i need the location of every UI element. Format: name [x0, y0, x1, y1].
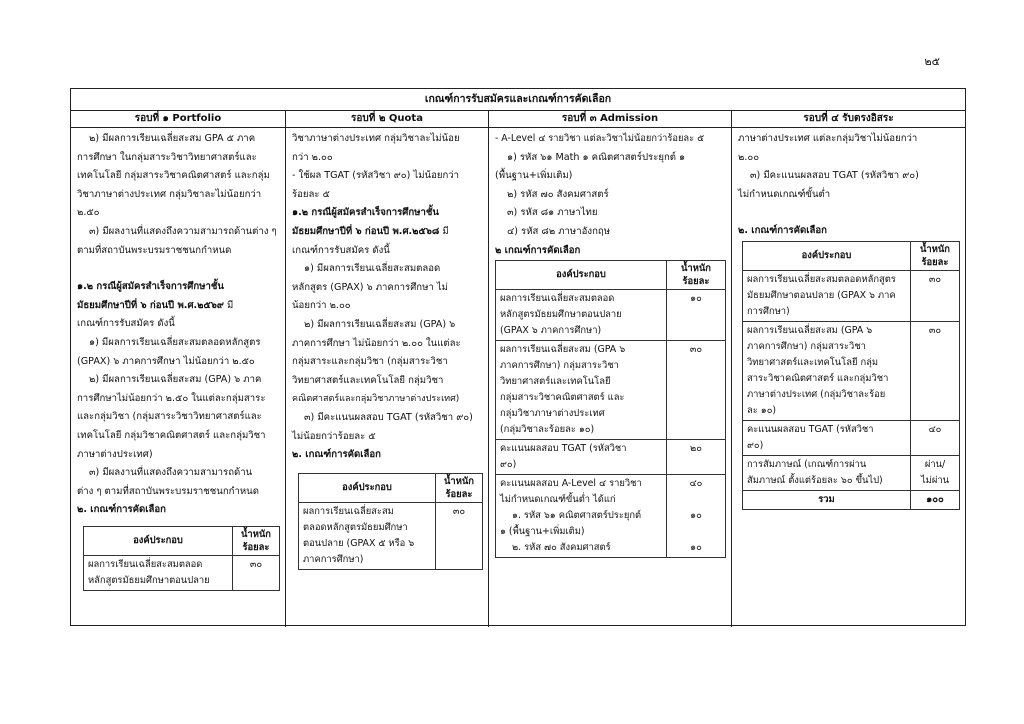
heading-part: มี: [223, 299, 234, 311]
round-4-column: [732, 128, 965, 627]
cell-line: ผลการเรียนเฉลี่ยสะสม: [303, 505, 394, 517]
weight-value: [671, 492, 721, 508]
cell-line: กลุ่มวิชาภาษาต่างประเทศ: [500, 408, 605, 420]
table-title: เกณฑ์การรับสมัครและเกณฑ์การคัดเลือก: [71, 89, 965, 111]
text-line: กว่า ๒.๐๐: [292, 151, 333, 163]
weight-cell: ๓๐: [667, 341, 726, 440]
text-line: ตามที่สถาบันพระบรมราชชนกกำหนด: [77, 244, 232, 256]
component-header: องค์ประกอบ: [299, 473, 436, 502]
weight-header-line: ร้อยละ: [242, 541, 270, 553]
component-cell: [743, 321, 911, 420]
selection-criteria-table-wrap: [292, 465, 483, 570]
cell-line: ผลการเรียนเฉลี่ยสะสมตลอด: [88, 558, 203, 570]
weight-header: [436, 473, 483, 502]
weight-value: ๑๐: [690, 510, 702, 522]
table-header-row: [84, 526, 280, 555]
section-heading: [292, 223, 483, 242]
cell-line: ๒. รหัส ๗๐ สังคมศาสตร์: [512, 542, 611, 554]
table-total-row: [743, 490, 960, 509]
weight-header-line: ร้อยละ: [682, 276, 710, 288]
text-line: - A-Level ๔ รายวิชา แต่ละวิชาไม่น้อยกว่าร้อยละ ๕: [495, 133, 705, 144]
weight-cell: ๓๐: [233, 555, 280, 590]
table-row: [743, 321, 960, 420]
spacer: [738, 204, 960, 222]
cell-line: ไม่กำหนดเกณฑ์ขั้นต่ำ ได้แก่: [500, 494, 616, 506]
component-header: องค์ประกอบ: [743, 241, 911, 270]
text-line: ๔) รหัส ๘๒ ภาษาอังกฤษ: [507, 225, 611, 237]
weight-value: [671, 524, 721, 540]
column-header-round-3: รอบที่ ๓ Admission: [489, 111, 732, 127]
cell-line: ๙๐): [500, 459, 517, 471]
weight-header-line: ร้อยละ: [921, 256, 949, 268]
weight-header-line: น้ำหนัก: [681, 263, 711, 275]
text-line: ภาษาต่างประเทศ แต่ละกลุ่มวิชาไม่น้อยกว่า: [738, 133, 918, 144]
component-cell: [496, 341, 667, 440]
column-header-round-2: รอบที่ ๒ Quota: [286, 111, 489, 127]
text-line: ๒) รหัส ๗๐ สังคมศาสตร์: [507, 188, 609, 200]
table-row: [496, 440, 726, 475]
round-3-column: [489, 128, 732, 627]
weight-cell: [911, 455, 960, 490]
cell-line: ภาคการศึกษา) กลุ่มสาระวิชา: [747, 340, 866, 352]
table-header-row: [299, 473, 483, 502]
component-header: องค์ประกอบ: [496, 261, 667, 290]
round-1-column: [71, 128, 286, 627]
text-line: เกณฑ์การรับสมัคร ดังนี้: [77, 318, 175, 330]
weight-cell: ๓๐: [436, 502, 483, 569]
text-line: กลุ่มสาระและกลุ่มวิชา (กลุ่มสาระวิชา: [292, 356, 448, 368]
text-line: เกณฑ์การรับสมัคร ดังนี้: [292, 244, 390, 256]
text-line: - ใช้ผล TGAT (รหัสวิชา ๙๐) ไม่น้อยกว่า: [292, 170, 460, 182]
weight-header: [911, 241, 960, 270]
text-line: ๓) รหัส ๘๑ ภาษาไทย: [507, 207, 598, 219]
round-2-column: [286, 128, 489, 627]
cell-line: (GPAX ๖ ภาคการศึกษา): [500, 325, 602, 337]
component-cell: [84, 555, 233, 590]
cell-line: สาระวิชาคณิตศาสตร์ และกลุ่มวิชา: [747, 372, 889, 384]
weight-header-line: ร้อยละ: [445, 488, 473, 500]
selection-criteria-table-wrap: [738, 241, 960, 510]
text-line: คณิตศาสตร์และกลุ่มวิชาภาษาต่างประเทศ): [292, 394, 460, 405]
component-header: องค์ประกอบ: [84, 526, 233, 555]
cell-line: คะแนนผลสอบ TGAT (รหัสวิชา: [500, 443, 627, 455]
text-line: ๓) มีคะแนนผลสอบ TGAT (รหัสวิชา ๙๐): [304, 411, 473, 423]
text-line: ๒.๕๐: [77, 207, 100, 219]
text-line: น้อยกว่า ๒.๐๐: [292, 300, 351, 312]
weight-value: ๔๐: [689, 478, 703, 490]
cell-line: กลุ่มสาระวิชาคณิตศาสตร์ และ: [500, 392, 625, 404]
cell-line: (กลุ่มวิชาละร้อยละ ๑๐): [500, 424, 595, 436]
heading-part: มัธยมศึกษาปีที่ ๖ ก่อนปี พ.ศ.๒๕๖๙: [77, 299, 224, 311]
weight-cell: ๑๐: [667, 290, 726, 341]
text-line: การศึกษา ในกลุ่มสาระวิชาวิทยาศาสตร์และ: [77, 151, 257, 163]
weight-cell: [667, 475, 726, 558]
weight-value: ๑๐: [690, 542, 702, 554]
text-line: ๓) มีผลงานที่แสดงถึงความสามารถด้าน: [89, 467, 253, 479]
cell-line: คะแนนผลสอบ A-Level ๔ รายวิชา: [500, 478, 642, 490]
cell-line: ๑ (พื้นฐาน+เพิ่มเติม): [500, 526, 585, 538]
cell-line: วิทยาศาสตร์และเทคโนโลยี: [500, 376, 611, 388]
section-heading: ๒ เกณฑ์การคัดเลือก: [495, 244, 581, 256]
table-row: [496, 290, 726, 341]
cell-line: ผลการเรียนเฉลี่ยสะสม (GPA ๖: [747, 324, 873, 336]
component-cell: [299, 502, 436, 569]
text-line: เทคโนโลยี กลุ่มวิชาคณิตศาสตร์ และกลุ่มวิชา: [77, 429, 266, 441]
table-row: [743, 420, 960, 455]
cell-line: คะแนนผลสอบ TGAT (รหัสวิชา: [747, 423, 874, 435]
weight-header-line: น้ำหนัก: [920, 243, 950, 255]
weight-header: [233, 526, 280, 555]
table-row: [84, 555, 280, 590]
section-heading: ๑.๒ กรณีผู้สมัครสำเร็จการศึกษาชั้น: [77, 281, 224, 293]
cell-line: ภาคการศึกษา): [303, 553, 364, 565]
text-line: เทคโนโลยี กลุ่มสาระวิชาคณิตศาสตร์ และกลุ่ม: [77, 170, 270, 182]
text-line: ๒) มีผลการเรียนเฉลี่ยสะสม GPA ๕ ภาค: [89, 133, 256, 144]
cell-line: ตอนปลาย (GPAX ๕ หรือ ๖: [303, 537, 415, 549]
section-heading: ๒. เกณฑ์การคัดเลือก: [738, 225, 827, 237]
selection-criteria-table: [742, 241, 960, 510]
text-line: ๑) มีผลการเรียนเฉลี่ยสะสมตลอด: [304, 263, 441, 275]
table-row: [743, 455, 960, 490]
weight-header: [667, 261, 726, 290]
criteria-table: [70, 88, 966, 626]
spacer: [77, 260, 280, 278]
section-heading: ๒. เกณฑ์การคัดเลือก: [77, 504, 166, 516]
text-line: ร้อยละ ๕: [292, 188, 330, 200]
text-line: และกลุ่มวิชา (กลุ่มสาระวิชาวิทยาศาสตร์และ: [77, 411, 262, 423]
weight-header-line: น้ำหนัก: [241, 528, 271, 540]
column-header-round-4: รอบที่ ๔ รับตรงอิสระ: [803, 113, 894, 124]
weight-cell: ๓๐: [911, 270, 960, 321]
section-heading: ๒. เกณฑ์การคัดเลือก: [292, 449, 381, 461]
component-cell: [743, 420, 911, 455]
cell-line: หลักสูตรมัธยมศึกษาตอนปลาย: [500, 309, 622, 321]
component-cell: [743, 270, 911, 321]
text-line: ภาษาต่างประเทศ): [77, 448, 153, 460]
columns-body: [71, 128, 965, 627]
text-line: การศึกษาไม่น้อยกว่า ๒.๕๐ ในแต่ละกลุ่มสาระ: [77, 392, 266, 404]
cell-line: การสัมภาษณ์ (เกณฑ์การผ่าน: [747, 458, 867, 470]
selection-criteria-table: [495, 260, 726, 558]
total-label: รวม: [743, 490, 911, 509]
text-line: ๑) มีผลการเรียนเฉลี่ยสะสมตลอดหลักสูตร: [89, 336, 261, 348]
heading-part: มัธยมศึกษาปีที่ ๖ ก่อนปี พ.ศ.๒๕๖๘: [292, 225, 440, 237]
weight-cell: ๓๐: [911, 321, 960, 420]
component-cell: [496, 290, 667, 341]
text-line: ไม่กำหนดเกณฑ์ขั้นต่ำ: [738, 188, 831, 200]
text-line: ต่าง ๆ ตามที่สถาบันพระบรมราชชนกกำหนด: [77, 485, 259, 497]
cell-line: สัมภาษณ์ ตั้งแต่ร้อยละ ๖๐ ขึ้นไป): [747, 474, 883, 486]
text-line: วิชาภาษาต่างประเทศ กลุ่มวิชาละไม่น้อยกว่า: [77, 188, 262, 200]
weight-cell: ๔๐: [911, 420, 960, 455]
page-number: ๒๕: [924, 55, 940, 68]
table-row: [743, 270, 960, 321]
cell-line: ผลการเรียนเฉลี่ยสะสม (GPA ๖: [500, 344, 626, 356]
cell-line: ๑. รหัส ๖๑ คณิตศาสตร์ประยุกต์: [512, 510, 642, 522]
text-line: ๓) มีผลงานที่แสดงถึงความสามารถด้านต่าง ๆ: [89, 225, 277, 237]
column-header-round-1: รอบที่ ๑ Portfolio: [71, 111, 286, 127]
weight-header-line: น้ำหนัก: [444, 475, 474, 487]
cell-line: หลักสูตรมัธยมศึกษาตอนปลาย: [88, 574, 210, 586]
table-row: [496, 341, 726, 440]
table-row: [496, 475, 726, 558]
weight-value: ผ่าน/: [924, 458, 946, 470]
text-line: ไม่น้อยกว่าร้อยละ ๕: [292, 430, 376, 442]
text-line: วิทยาศาสตร์และเทคโนโลยี กลุ่มวิชา: [292, 374, 444, 386]
component-cell: [743, 455, 911, 490]
cell-line: การศึกษา): [747, 305, 790, 317]
section-heading: [77, 297, 280, 316]
table-row: [299, 502, 483, 569]
text-line: ภาคการศึกษา ไม่น้อยกว่า ๒.๐๐ ในแต่ละ: [292, 337, 461, 349]
cell-line: ละ ๑๐): [747, 404, 777, 416]
cell-line: ตลอดหลักสูตรมัธยมศึกษา: [303, 521, 408, 533]
component-cell: [496, 475, 667, 558]
selection-criteria-table: [83, 526, 280, 591]
text-line: ๒.๐๐: [738, 151, 760, 163]
weight-value: ไม่ผ่าน: [920, 474, 950, 486]
text-line: ๒) มีผลการเรียนเฉลี่ยสะสม (GPA) ๖ ภาค: [89, 374, 262, 386]
cell-line: วิทยาศาสตร์และเทคโนโลยี กลุ่ม: [747, 356, 879, 368]
selection-criteria-table-wrap: [77, 520, 280, 591]
weight-cell: ๒๐: [667, 440, 726, 475]
total-value: ๑๐๐: [911, 490, 960, 509]
text-line: หลักสูตร (GPAX) ๖ ภาคการศึกษา ไม่: [292, 281, 449, 293]
table-header-row: [496, 261, 726, 290]
cell-line: มัธยมศึกษาตอนปลาย (GPAX ๖ ภาค: [747, 289, 896, 301]
text-line: (พื้นฐาน+เพิ่มเติม): [495, 170, 573, 182]
cell-line: ภาษาต่างประเทศ (กลุ่มวิชาละร้อย: [747, 388, 886, 400]
text-line: วิชาภาษาต่างประเทศ กลุ่มวิชาละไม่น้อย: [292, 133, 460, 144]
heading-part: มี: [439, 225, 449, 237]
text-line: (GPAX) ๖ ภาคการศึกษา ไม่น้อยกว่า ๒.๕๐: [77, 355, 255, 367]
section-heading: ๑.๒ กรณีผู้สมัครสำเร็จการศึกษาชั้น: [292, 207, 439, 219]
text-line: ๑) รหัส ๖๑ Math ๑ คณิตศาสตร์ประยุกต์ ๑: [507, 151, 686, 163]
cell-line: ภาคการศึกษา) กลุ่มสาระวิชา: [500, 360, 619, 372]
cell-line: ผลการเรียนเฉลี่ยสะสมตลอดหลักสูตร: [747, 273, 896, 285]
component-cell: [496, 440, 667, 475]
text-line: ๓) มีคะแนนผลสอบ TGAT (รหัสวิชา ๙๐): [750, 170, 919, 182]
selection-criteria-table: [298, 473, 483, 570]
column-header-row: [71, 111, 965, 128]
text-line: ๒) มีผลการเรียนเฉลี่ยสะสม (GPA) ๖: [304, 318, 456, 330]
cell-line: ผลการเรียนเฉลี่ยสะสมตลอด: [500, 293, 615, 305]
cell-line: ๙๐): [747, 439, 764, 451]
table-header-row: [743, 241, 960, 270]
